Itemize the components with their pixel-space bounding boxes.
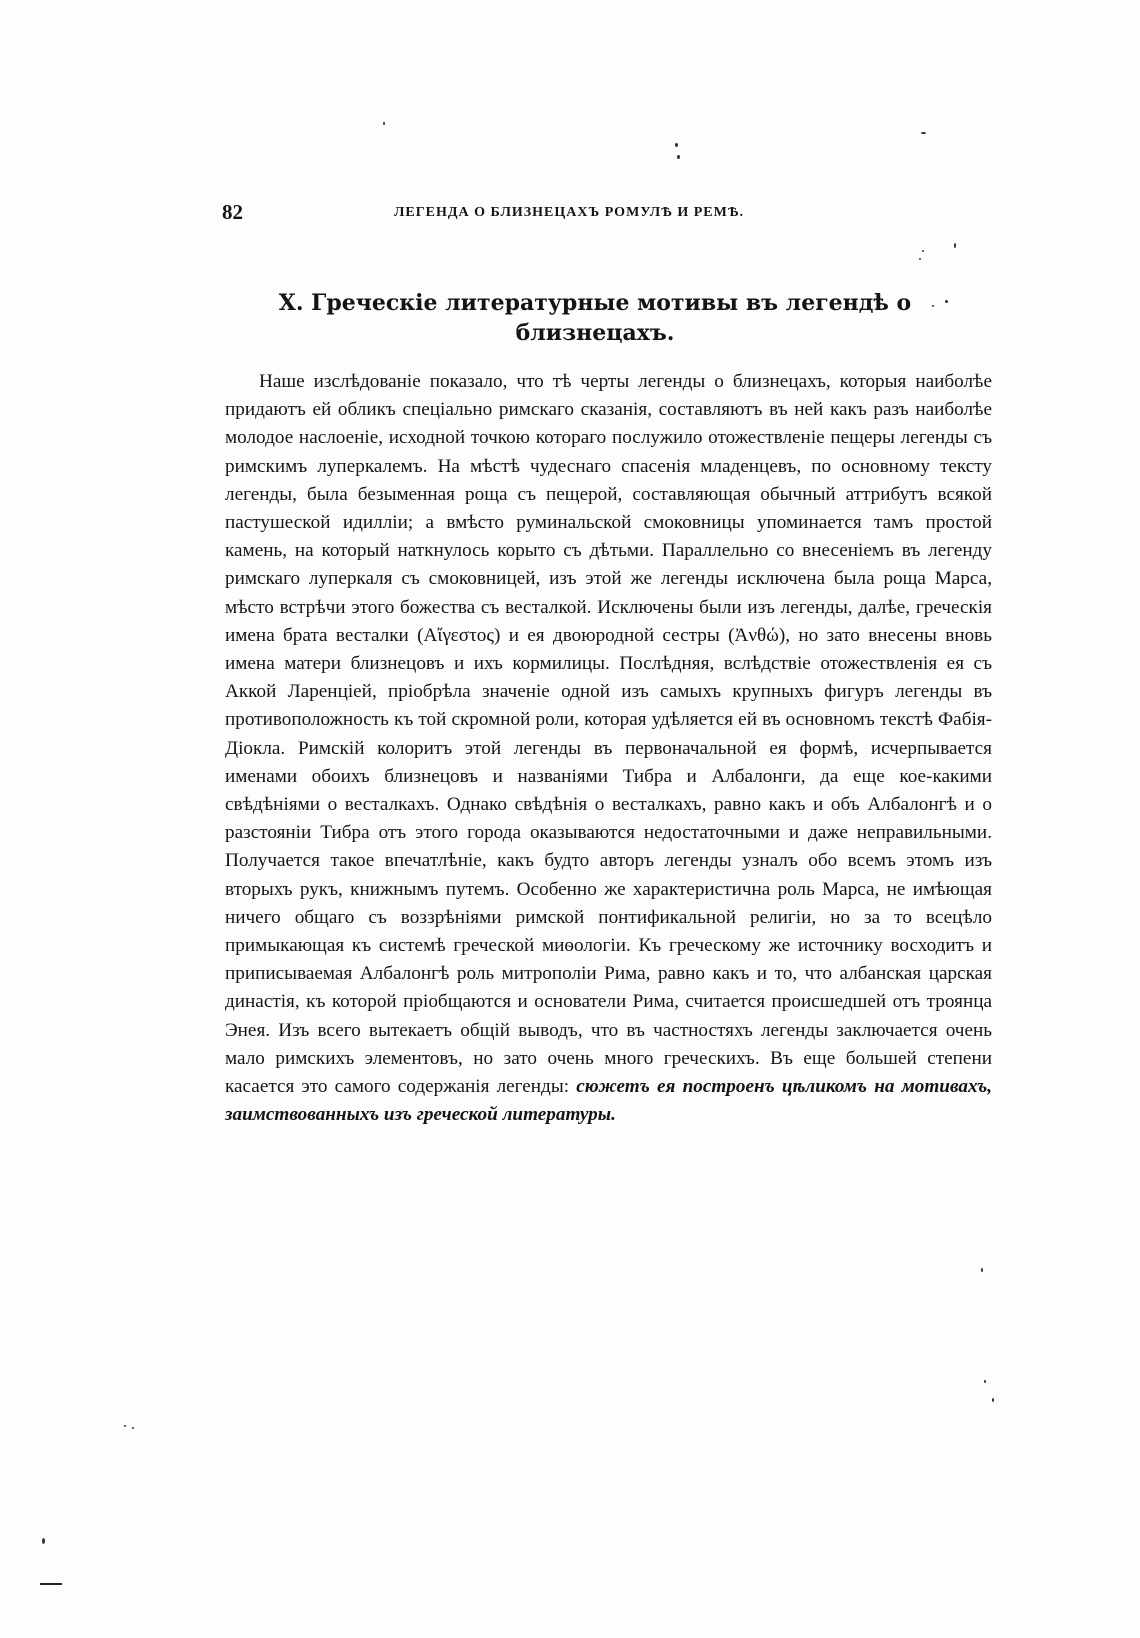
scan-speck — [992, 1398, 994, 1402]
scan-mark — [40, 1583, 62, 1585]
body-paragraph — [225, 368, 992, 1129]
scan-speck — [921, 132, 926, 134]
scan-speck — [132, 1427, 134, 1429]
scan-speck — [675, 143, 678, 147]
paragraph-main-text: Наше изслѣдованіе показало, что тѣ черты легенды о близнецахъ, которыя наиболѣе придаютъ ей обликъ спеціально римскаго сказанія, составляютъ въ ней какъ разъ наиболѣе молодое наслоеніе, исходной точкою котораго послужило отожествленіе пещеры легенды съ римскимъ луперкалемъ. На мѣстѣ чудеснаго спасенія младенцевъ, по основному тексту легенды, была безыменная роща съ пещерой, составляющая обычный аттрибутъ всякой пастушеской идилліи; а вмѣсто руминальской смоковницы упоминается тамъ простой камень, на который наткнулось корыто съ дѣтьми. Параллельно со внесеніемъ въ легенду римскаго луперкаля съ смоковницей, изъ этой же легенды исключена была роща Марса, мѣсто встрѣчи этого божества съ весталкой. Исключены были изъ легенды, далѣе, греческія имена брата весталки (Αἴγεστος) и ея двоюродной сестры (Ἀνθώ), но зато внесены вновь имена матери близнецовъ и ихъ кормилицы. Послѣдняя, вслѣдствіе отожествленія ея съ Аккой Ларенціей, пріобрѣла значеніе одной изъ самыхъ крупныхъ фигуръ легенды въ противоположность къ той скромной роли, которая удѣляется ей въ основномъ текстѣ Фабія-Діокла. Римскій колоритъ этой легенды въ первоначальной ея формѣ, исчерпывается именами обоихъ близнецовъ и названіями Тибра и Албалонги, да еще кое-какими свѣдѣніями о весталкахъ. Однако свѣдѣнія о весталкахъ, равно какъ и объ Албалонгѣ и о разстояніи Тибра отъ этого города оказываются недостаточными и даже неправильными. Получается такое впечатлѣніе, какъ будто авторъ легенды узналъ обо всемъ этомъ изъ вторыхъ рукъ, книжнымъ путемъ. Особенно же характеристична роль Марса, не имѣющая ничего общаго съ воззрѣніями римской понтификальной религіи, но за то всецѣло примыкающая къ системѣ греческой миѳологіи. Къ греческому же источнику восходитъ и приписываемая Албалонгѣ роль митрополіи Рима, равно какъ и то, что албанская царская династія, къ которой пріобщаются и основатели Рима, считается происшедшей отъ троянца Энея. Изъ всего вытекаетъ общій выводъ, что въ частностяхъ легенды заключается очень мало римскихъ элементовъ, но зато очень много греческихъ. Въ еще большей степени касается это самого содержанія легенды: — [225, 371, 992, 1098]
scan-speck — [922, 250, 924, 252]
scan-speck — [981, 1268, 983, 1272]
scan-speck — [42, 1538, 45, 1544]
scan-speck — [984, 1380, 986, 1383]
page-number: 82 — [222, 200, 243, 224]
scan-speck — [677, 155, 680, 159]
scan-speck — [954, 243, 956, 248]
scan-speck — [383, 122, 385, 125]
page-header — [222, 200, 992, 234]
scan-speck — [919, 258, 921, 260]
running-title: ЛЕГЕНДА О БЛИЗНЕЦАХЪ РОМУЛѢ И РЕМѢ. — [394, 205, 745, 220]
scan-speck — [124, 1425, 126, 1427]
section-title: X. Греческіе литературные мотивы въ легендѣ о близнецахъ. — [278, 290, 912, 346]
paragraph-emphasis-text: сюжетъ ея построенъ цѣликомъ на мотивахъ, заимствованныхъ изъ греческой литературы. — [225, 1076, 993, 1126]
